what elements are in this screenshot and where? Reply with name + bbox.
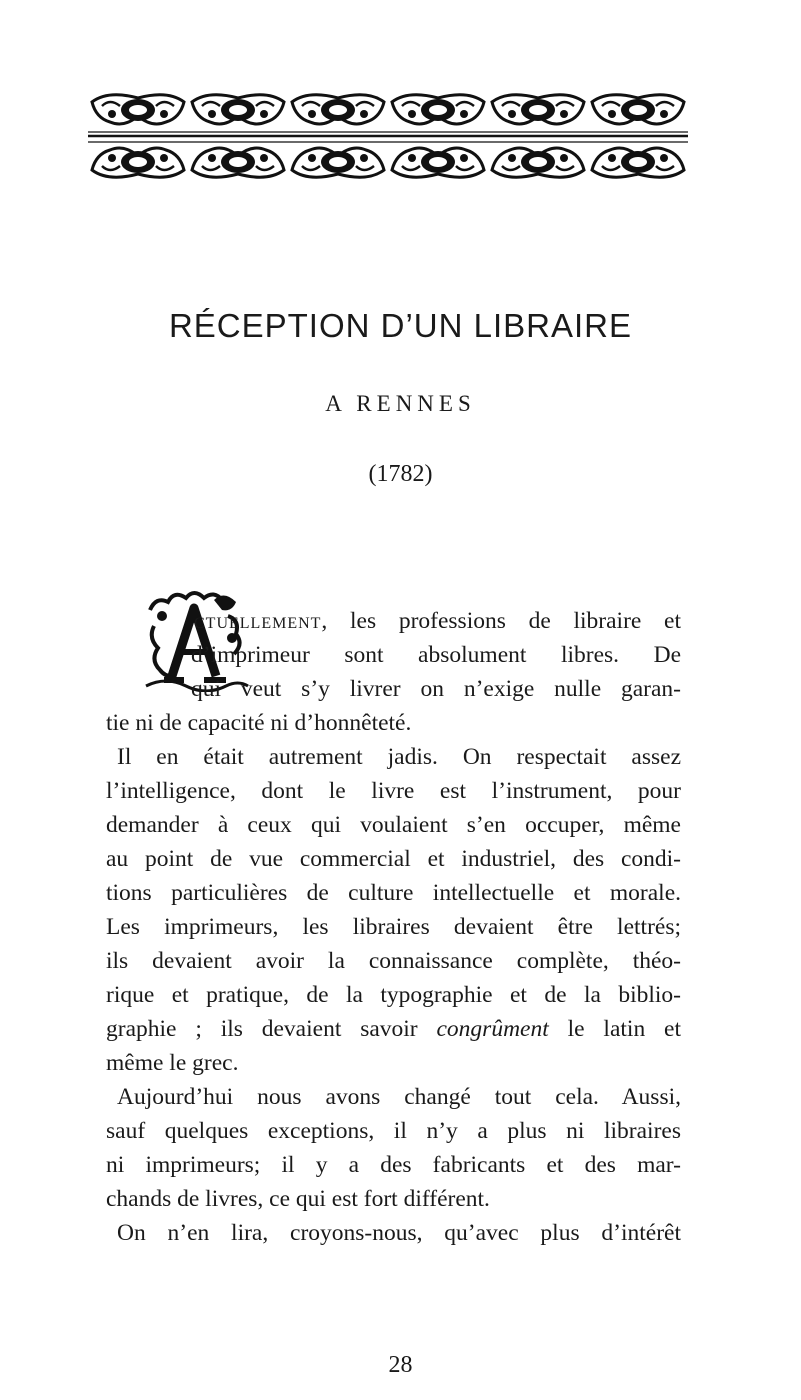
text-span: graphie ; ils devaient savoir	[106, 1016, 437, 1042]
text-line: qui veut s’y livrer on n’exige nulle garan-	[191, 676, 681, 702]
chapter-title: RÉCEPTION D’UN LIBRAIRE	[168, 307, 633, 344]
text-line: ni imprimeurs; il y a des fabricants et des mar-	[106, 1152, 681, 1178]
text-line: même le grec.	[106, 1050, 239, 1076]
text-line: Il en était autrement jadis. On respectait assez	[117, 744, 681, 770]
smallcaps-word: ctuellement	[194, 608, 322, 634]
text-line: On n’en lira, croyons-nous, qu’avec plus d’intérêt	[117, 1220, 681, 1246]
text-line: sauf quelques exceptions, il n’y a plus ni libraires	[106, 1118, 681, 1144]
text-line	[106, 1016, 681, 1043]
text-span: le latin et	[548, 1016, 682, 1042]
text-line: tie ni de capacité ni d’honnêteté.	[106, 710, 412, 736]
text-line: au point de vue commercial et industriel, des condi-	[106, 846, 681, 872]
chapter-subtitle: A RENNES	[325, 391, 476, 416]
text-span: , les professions de libraire et	[321, 608, 681, 634]
text-line: tions particulières de culture intellectuelle et morale.	[106, 880, 681, 906]
text-line: d’imprimeur sont absolument libres. De	[191, 642, 681, 668]
ornamental-headpiece	[86, 86, 690, 190]
text-line: ils devaient avoir la connaissance complète, théo-	[106, 948, 681, 974]
text-line: l’intelligence, dont le livre est l’instrument, pour	[106, 778, 681, 804]
text-line	[194, 608, 681, 635]
italic-word: congrûment	[436, 1016, 549, 1042]
text-line: Aujourd’hui nous avons changé tout cela. Aussi,	[117, 1084, 681, 1110]
text-line: rique et pratique, de la typographie et de la biblio-	[106, 982, 681, 1008]
text-line: chands de livres, ce qui est fort différent.	[106, 1186, 490, 1212]
text-line: demander à ceux qui voulaient s’en occuper, même	[106, 812, 681, 838]
chapter-date: (1782)	[368, 461, 433, 487]
page-number: 28	[388, 1352, 413, 1378]
text-line: Les imprimeurs, les libraires devaient être lettrés;	[106, 914, 681, 940]
